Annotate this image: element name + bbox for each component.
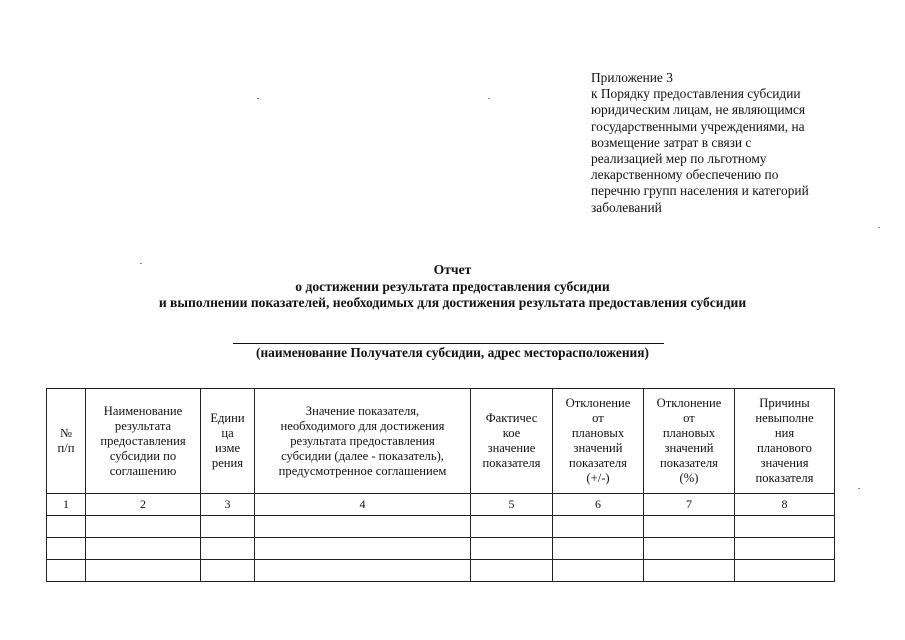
- table-cell[interactable]: [471, 538, 553, 560]
- column-header-line: результата: [114, 418, 172, 433]
- column-header-line: Отклонение: [565, 396, 631, 410]
- column-header-line: показателя: [660, 456, 718, 470]
- column-header-line: изме: [214, 441, 241, 455]
- table-cell[interactable]: [201, 538, 255, 560]
- appendix-line: государственными учреждениями, на: [591, 118, 805, 134]
- table-cell[interactable]: [553, 538, 644, 560]
- appendix-line: возмещение затрат в связи с: [591, 134, 752, 150]
- column-header: [471, 389, 553, 494]
- column-number-cell: 6: [553, 494, 644, 516]
- table-cell[interactable]: [553, 516, 644, 538]
- column-header-line: показателя: [569, 456, 627, 470]
- column-header: [86, 389, 201, 494]
- column-header: [735, 389, 835, 494]
- table-cell[interactable]: [644, 516, 735, 538]
- table-cell[interactable]: [86, 538, 201, 560]
- table-cell[interactable]: [86, 516, 201, 538]
- column-header-line: от: [592, 411, 604, 425]
- column-number-cell: 3: [201, 494, 255, 516]
- column-header-line: невыполне: [755, 411, 814, 425]
- column-header: [201, 389, 255, 494]
- column-header-line: показателя: [482, 456, 541, 470]
- column-header-line: ца: [221, 426, 234, 440]
- appendix-line: Приложение 3: [591, 70, 673, 85]
- column-header-line: Причины: [759, 396, 810, 410]
- title-line-3: и выполнении показателей, необходимых для достижения результата предоставления субсидии: [158, 295, 747, 310]
- scan-speck: [140, 263, 142, 264]
- table-cell[interactable]: [255, 560, 471, 582]
- column-header-line: рения: [211, 456, 244, 470]
- column-number-cell: 1: [47, 494, 86, 516]
- column-header-line: результата предоставления: [290, 433, 435, 448]
- table-cell[interactable]: [644, 560, 735, 582]
- table-row: [47, 516, 835, 538]
- column-header-line: от: [683, 411, 695, 425]
- report-title: [0, 262, 905, 312]
- table-cell[interactable]: [201, 560, 255, 582]
- table-cell[interactable]: [47, 538, 86, 560]
- column-header-line: субсидии (далее - показатель),: [281, 448, 444, 463]
- column-header-line: (%): [679, 471, 699, 485]
- column-number-cell: 8: [735, 494, 835, 516]
- recipient-caption: (наименование Получателя субсидии, адрес месторасположения): [256, 345, 649, 360]
- column-header-line: значения: [760, 456, 809, 470]
- scan-speck: [257, 98, 259, 99]
- scan-speck: [488, 98, 490, 99]
- column-header-line: показателя: [755, 471, 814, 485]
- appendix-line: юридическим лицам, не являющимся: [591, 102, 806, 118]
- column-number-cell: 4: [255, 494, 471, 516]
- appendix-line: заболеваний: [591, 199, 662, 215]
- column-header-line: ния: [774, 426, 795, 440]
- column-header-line: Отклонение: [656, 396, 722, 410]
- column-header-line: п/п: [57, 441, 75, 455]
- column-header-line: необходимого для достижения: [280, 418, 445, 433]
- table-cell[interactable]: [735, 516, 835, 538]
- table-cell[interactable]: [553, 560, 644, 582]
- column-header-line: значений: [664, 441, 714, 455]
- table-cell[interactable]: [644, 538, 735, 560]
- column-header-line: Наименование: [103, 403, 183, 418]
- column-header: [553, 389, 644, 494]
- column-header-line: №: [59, 426, 73, 440]
- column-header-line: планового: [757, 441, 812, 455]
- column-number-cell: 5: [471, 494, 553, 516]
- column-header-line: плановых: [571, 426, 625, 440]
- column-header-line: Едини: [210, 411, 245, 425]
- column-header-line: Значение показателя,: [305, 403, 420, 418]
- table-cell[interactable]: [201, 516, 255, 538]
- column-header-line: соглашению: [109, 463, 177, 478]
- table-cell[interactable]: [255, 538, 471, 560]
- table-cell[interactable]: [47, 560, 86, 582]
- column-header-line: кое: [502, 426, 521, 440]
- column-header-line: предусмотренное соглашением: [278, 463, 447, 478]
- table-row: [47, 560, 835, 582]
- column-header-line: значений: [573, 441, 623, 455]
- column-header: [255, 389, 471, 494]
- header-row: [47, 389, 835, 494]
- appendix-line: к Порядку предоставления субсидии: [591, 86, 801, 102]
- table-cell[interactable]: [735, 538, 835, 560]
- appendix-note: [591, 70, 861, 216]
- scan-speck: [878, 227, 880, 228]
- title-line-2: о достижении результата предоставления субсидии: [295, 278, 610, 294]
- table-cell[interactable]: [471, 516, 553, 538]
- column-header-line: Фактичес: [485, 411, 538, 425]
- column-header-line: субсидии по: [109, 448, 177, 463]
- appendix-line: реализацией мер по льготному: [591, 151, 767, 167]
- table-cell[interactable]: [255, 516, 471, 538]
- column-header: [644, 389, 735, 494]
- table-cell[interactable]: [471, 560, 553, 582]
- column-number-row: [47, 494, 835, 516]
- column-header-line: предоставления: [100, 433, 186, 448]
- recipient-fill-line: [233, 343, 664, 344]
- table-cell[interactable]: [86, 560, 201, 582]
- table-cell[interactable]: [47, 516, 86, 538]
- column-header-line: плановых: [662, 426, 716, 440]
- column-header-line: значение: [487, 441, 536, 455]
- appendix-line: лекарственному обеспечению по: [591, 167, 779, 183]
- column-number-cell: 7: [644, 494, 735, 516]
- appendix-line: перечню групп населения и категорий: [591, 183, 809, 199]
- report-table: [46, 388, 835, 582]
- title-line-1: Отчет: [433, 262, 472, 277]
- scan-speck: [858, 488, 860, 489]
- table-row: [47, 538, 835, 560]
- column-header: [47, 389, 86, 494]
- column-number-cell: 2: [86, 494, 201, 516]
- table-cell[interactable]: [735, 560, 835, 582]
- column-header-line: (+/-): [586, 471, 610, 485]
